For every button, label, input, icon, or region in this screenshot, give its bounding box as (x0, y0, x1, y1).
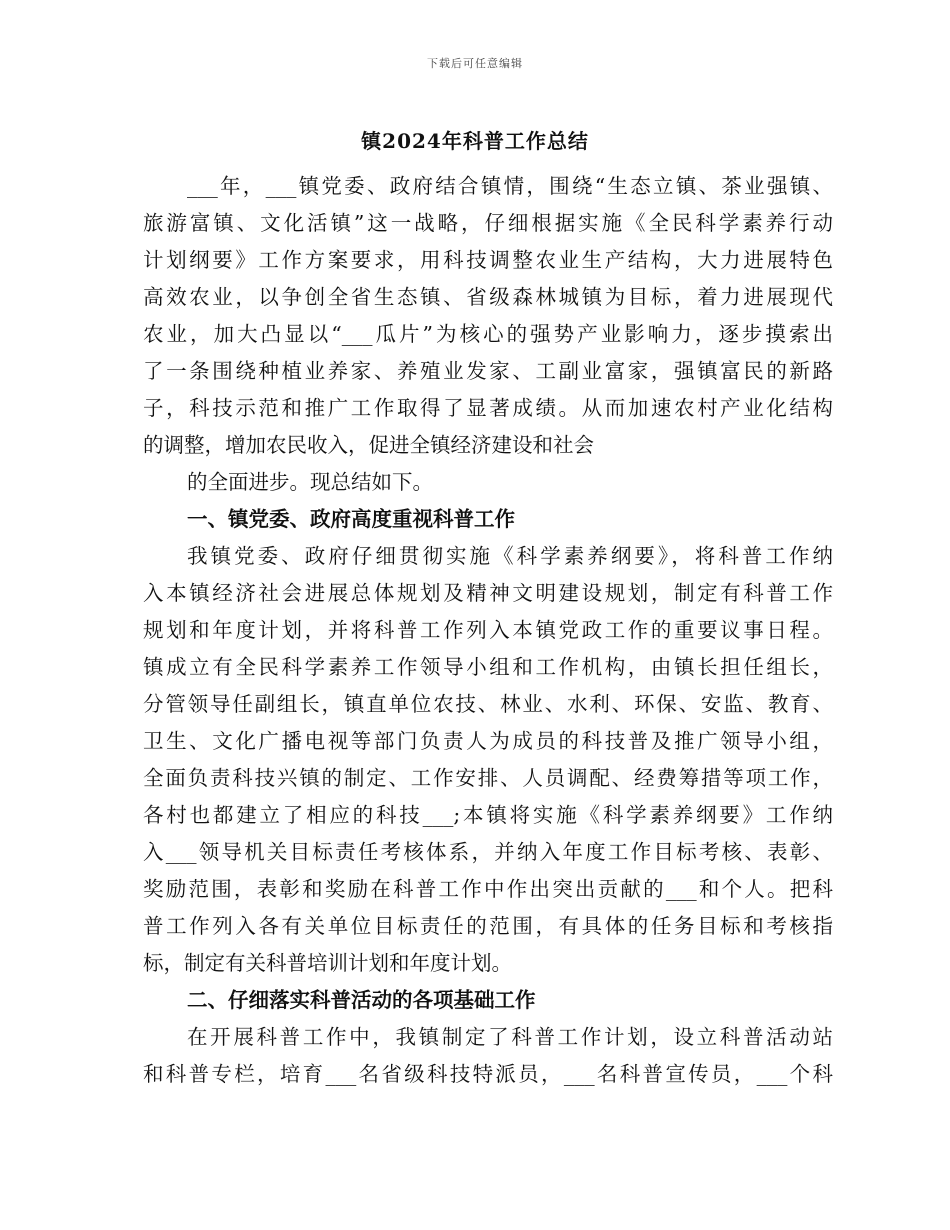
paragraph-line: 镇成立有全民科学素养工作领导小组和工作机构，由镇长担任组长， (143, 655, 833, 679)
paragraph-line: 了一条围绕种植业养家、养殖业发家、工副业富家，强镇富民的新路 (143, 359, 833, 383)
paragraph-line: 的全面进步。现总结如下。 (187, 470, 433, 494)
paragraph-line: 分管领导任副组长，镇直单位农技、林业、水利、环保、安监、教育、 (143, 692, 833, 716)
header-note: 下载后可任意编辑 (427, 57, 523, 70)
paragraph-line: 计划纲要》工作方案要求，用科技调整农业生产结构，大力进展特色 (143, 248, 833, 272)
document-title: 镇2024年科普工作总结 (361, 129, 589, 153)
paragraph-line: 全面负责科技兴镇的制定、工作安排、人员调配、经费筹措等项工作， (143, 766, 833, 790)
paragraph-line: 高效农业，以争创全省生态镇、省级森林城镇为目标，着力进展现代 (143, 285, 833, 309)
paragraph-line: 农业，加大凸显以“___瓜片”为核心的强势产业影响力，逐步摸索出 (143, 322, 833, 346)
section-heading-1: 一、镇党委、政府高度重视科普工作 (187, 507, 515, 531)
paragraph-line: 标，制定有关科普培训计划和年度计划。 (143, 951, 512, 975)
paragraph-line: 奖励范围，表彰和奖励在科普工作中作出突出贡献的___和个人。把科 (143, 877, 833, 901)
paragraph-line: 卫生、文化广播电视等部门负责人为成员的科技普及推广领导小组， (143, 729, 833, 753)
paragraph-line: ___年，___镇党委、政府结合镇情，围绕“生态立镇、茶业强镇、 (187, 174, 833, 198)
paragraph-line: 入___领导机关目标责任考核体系，并纳入年度工作目标考核、表彰、 (143, 840, 833, 864)
section-heading-2: 二、仔细落实科普活动的各项基础工作 (187, 988, 536, 1012)
paragraph-line: 规划和年度计划，并将科普工作列入本镇党政工作的重要议事日程。 (143, 618, 833, 642)
paragraph-line: 和科普专栏，培育___名省级科技特派员，___名科普宣传员，___个科 (143, 1062, 833, 1086)
paragraph-line: 的调整，增加农民收入，促进全镇经济建设和社会 (143, 433, 594, 457)
paragraph-line: 在开展科普工作中，我镇制定了科普工作计划，设立科普活动站 (187, 1025, 833, 1049)
paragraph-line: 旅游富镇、文化活镇”这一战略，仔细根据实施《全民科学素养行动 (143, 211, 833, 235)
document-body (143, 168, 833, 1093)
paragraph-line: 我镇党委、政府仔细贯彻实施《科学素养纲要》，将科普工作纳 (187, 544, 833, 568)
paragraph-line: 各村也都建立了相应的科技___;本镇将实施《科学素养纲要》工作纳 (143, 803, 833, 827)
paragraph-line: 普工作列入各有关单位目标责任的范围，有具体的任务目标和考核指 (143, 914, 833, 938)
paragraph-line: 子，科技示范和推广工作取得了显著成绩。从而加速农村产业化结构 (143, 396, 833, 420)
paragraph-line: 入本镇经济社会进展总体规划及精神文明建设规划，制定有科普工作 (143, 581, 833, 605)
